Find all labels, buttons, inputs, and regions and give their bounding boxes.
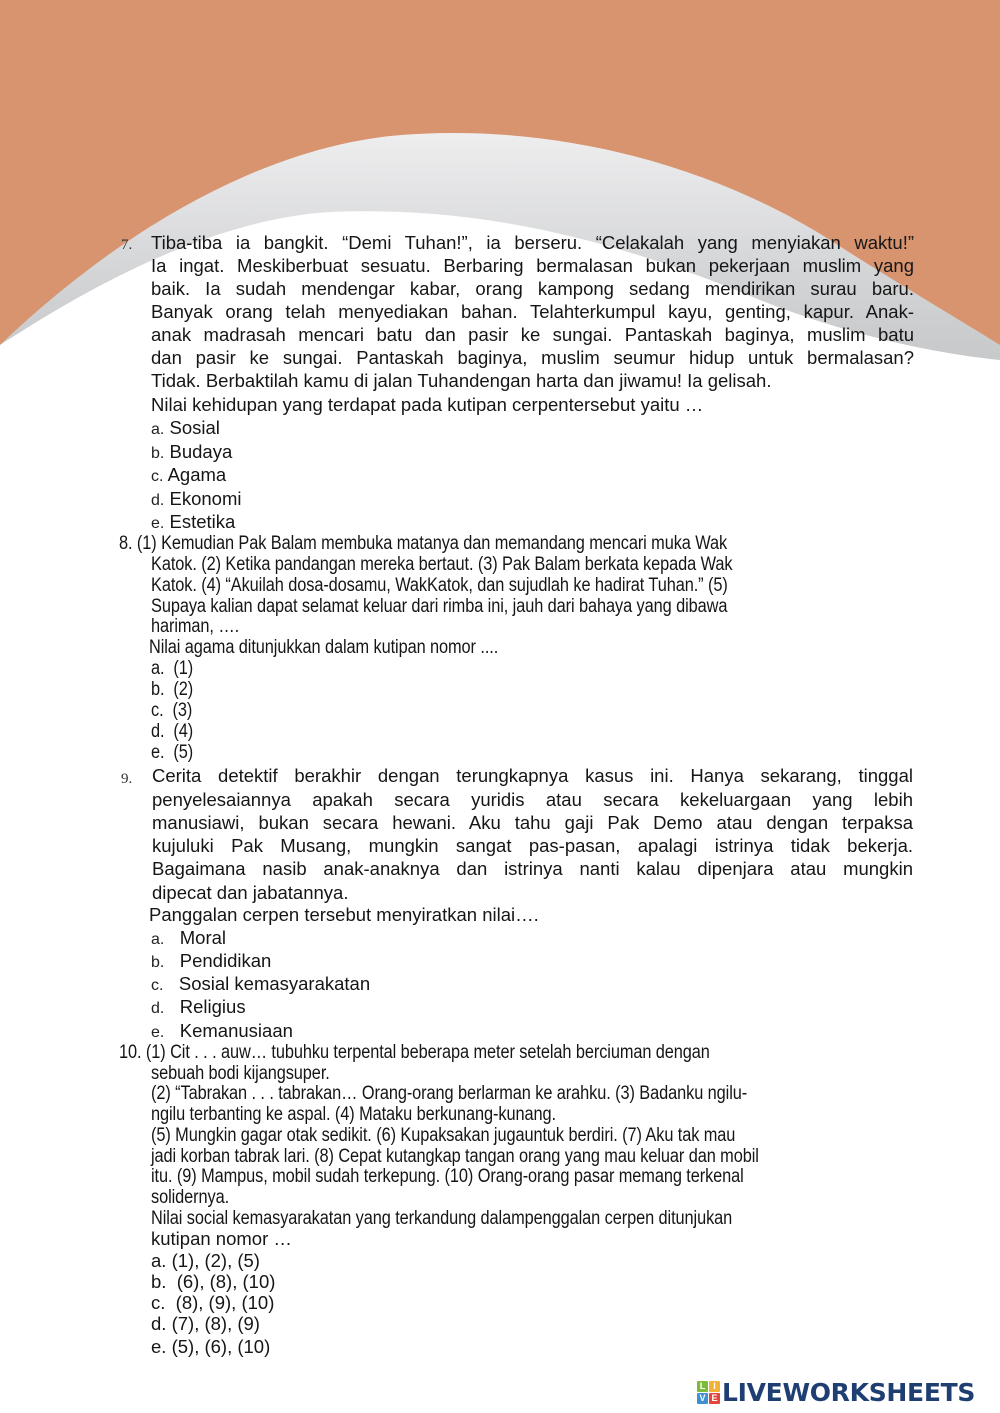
passage-line: Tidak. Berbaktilah kamu di jalan Tuhandengan harta dan jiwamu! Ia gelisah. <box>151 370 772 391</box>
question-prompt: Panggalan cerpen tersebut menyiratkan nilai…. <box>149 904 539 925</box>
question-prompt-continued: kutipan nomor … <box>151 1228 292 1249</box>
passage-line: baik. Ia sudah mendengar kabar, orang kampong sedang mendirikan surau baru. <box>151 278 914 299</box>
passage-line: Ia ingat. Meskiberbuat sesuatu. Berbaring bermalasan bukan pekerjaan muslim yang <box>151 255 914 276</box>
answer-option-c[interactable]: c. (8), (9), (10) <box>151 1292 275 1313</box>
passage-line: Tiba-tiba ia bangkit. “Demi Tuhan!”, ia berseru. “Celakalah yang menyiakan waktu!” <box>151 232 914 253</box>
passage-line: itu. (9) Mampus, mobil sudah terkepung. (10) Orang-orang pasar memang terkenal <box>151 1166 744 1187</box>
answer-option-e[interactable]: e. (5) <box>151 742 194 763</box>
answer-option-e[interactable]: e. Kemanusiaan <box>151 1020 293 1041</box>
passage-line: (5) Mungkin gagar otak sedikit. (6) Kupaksakan jugauntuk berdiri. (7) Aku tak mau <box>151 1125 736 1146</box>
passage-line: Supaya kalian dapat selamat keluar dari rimba ini, jauh dari bahaya yang dibawa <box>151 596 728 617</box>
answer-option-b[interactable]: b. (2) <box>151 679 194 700</box>
passage-line: manusiawi, bukan secara hewani. Aku tahu gaji Pak Demo atau dengan terpaksa <box>152 812 913 833</box>
passage-line: (2) “Tabrakan . . . tabrakan… Orang-orang berlarman ke arahku. (3) Badanku ngilu- <box>151 1083 748 1104</box>
answer-option-b[interactable]: b. (6), (8), (10) <box>151 1271 276 1292</box>
answer-option-d[interactable]: d. Ekonomi <box>151 488 242 509</box>
passage-line: jadi korban tabrak lari. (8) Cepat kutangkap tangan orang yang mau keluar dan mobil <box>151 1146 759 1167</box>
question-prompt: Nilai agama ditunjukkan dalam kutipan nomor .... <box>149 637 499 658</box>
answer-option-c[interactable]: c. Agama <box>151 464 227 485</box>
logo-tile-v: V <box>697 1393 708 1404</box>
logo-wordmark: LIVEWORKSHEETS <box>722 1377 976 1407</box>
logo-tile-l: L <box>697 1381 708 1392</box>
question-prompt: Nilai kehidupan yang terdapat pada kutipan cerpentersebut yaitu … <box>151 394 704 415</box>
question-prompt: Nilai social kemasyarakatan yang terkandung dalampenggalan cerpen ditunjukan <box>151 1208 733 1229</box>
passage-line: Bagaimana nasib anak-anaknya dan istrinya nanti kalau dipenjara atau mungkin <box>152 858 913 879</box>
passage-line: ngilu terbanting ke aspal. (4) Mataku berkunang-kunang. <box>151 1104 556 1125</box>
answer-option-d[interactable]: d. Religius <box>151 996 246 1017</box>
passage-line: anak madrasah mencari batu dan pasir ke sungai. Pantaskah baginya, muslim batu <box>151 324 914 345</box>
answer-option-a[interactable]: a. Sosial <box>151 417 220 438</box>
logo-tile-e: E <box>709 1393 720 1404</box>
answer-option-c[interactable]: c. (3) <box>151 700 193 721</box>
passage-line: penyelesaiannya apakah secara yuridis atau secara kekeluargaan yang lebih <box>152 789 913 810</box>
answer-option-d[interactable]: d. (4) <box>151 721 194 742</box>
answer-option-b[interactable]: b. Budaya <box>151 441 233 462</box>
answer-option-c[interactable]: c. Sosial kemasyarakatan <box>151 973 371 994</box>
live-tiles-icon <box>697 1381 720 1404</box>
passage-line: kujuluki Pak Musang, mungkin sangat pas-pasan, apalagi istrinya tidak bekerja. <box>152 835 913 856</box>
passage-first-line: 10. (1) Cit . . . auw… tubuhku terpental beberapa meter setelah berciuman dengan <box>119 1042 710 1063</box>
question-number: 7. <box>121 237 133 253</box>
answer-option-a[interactable]: a. (1), (2), (5) <box>151 1250 260 1271</box>
question-number: 9. <box>121 771 133 787</box>
answer-option-b[interactable]: b. Pendidikan <box>151 950 272 971</box>
logo-tile-i: I <box>709 1381 720 1392</box>
liveworksheets-logo[interactable] <box>697 1378 975 1406</box>
passage-line: Katok. (4) “Akuilah dosa-dosamu, WakKatok, dan sujudlah ke hadirat Tuhan.” (5) <box>151 575 728 596</box>
passage-line: hariman, …. <box>151 616 240 637</box>
answer-option-e[interactable]: e. (5), (6), (10) <box>151 1336 271 1357</box>
question-number: 8. <box>119 533 133 554</box>
question-number: 10. <box>119 1042 142 1063</box>
answer-option-d[interactable]: d. (7), (8), (9) <box>151 1313 260 1334</box>
passage-line: Katok. (2) Ketika pandangan mereka bertaut. (3) Pak Balam berkata kepada Wak <box>151 554 733 575</box>
answer-option-e[interactable]: e. Estetika <box>151 511 236 532</box>
passage-line: Banyak orang telah menyediakan bahan. Telahterkumpul kayu, genting, kapur. Anak- <box>151 301 914 322</box>
passage-line: solidernya. <box>151 1187 230 1208</box>
passage-line: sebuah bodi kijangsuper. <box>151 1063 330 1084</box>
answer-option-a[interactable]: a. Moral <box>151 927 227 948</box>
passage-line: Cerita detektif berakhir dengan terungkapnya kasus ini. Hanya sekarang, tinggal <box>152 765 913 786</box>
passage-line: dan pasir ke sungai. Pantaskah baginya, muslim seumur hidup untuk bermalasan? <box>151 347 914 368</box>
passage-first-line: 8. (1) Kemudian Pak Balam membuka matanya dan memandang mencari muka Wak <box>119 533 728 554</box>
passage-line: dipecat dan jabatannya. <box>152 882 349 903</box>
answer-option-a[interactable]: a. (1) <box>151 658 194 679</box>
